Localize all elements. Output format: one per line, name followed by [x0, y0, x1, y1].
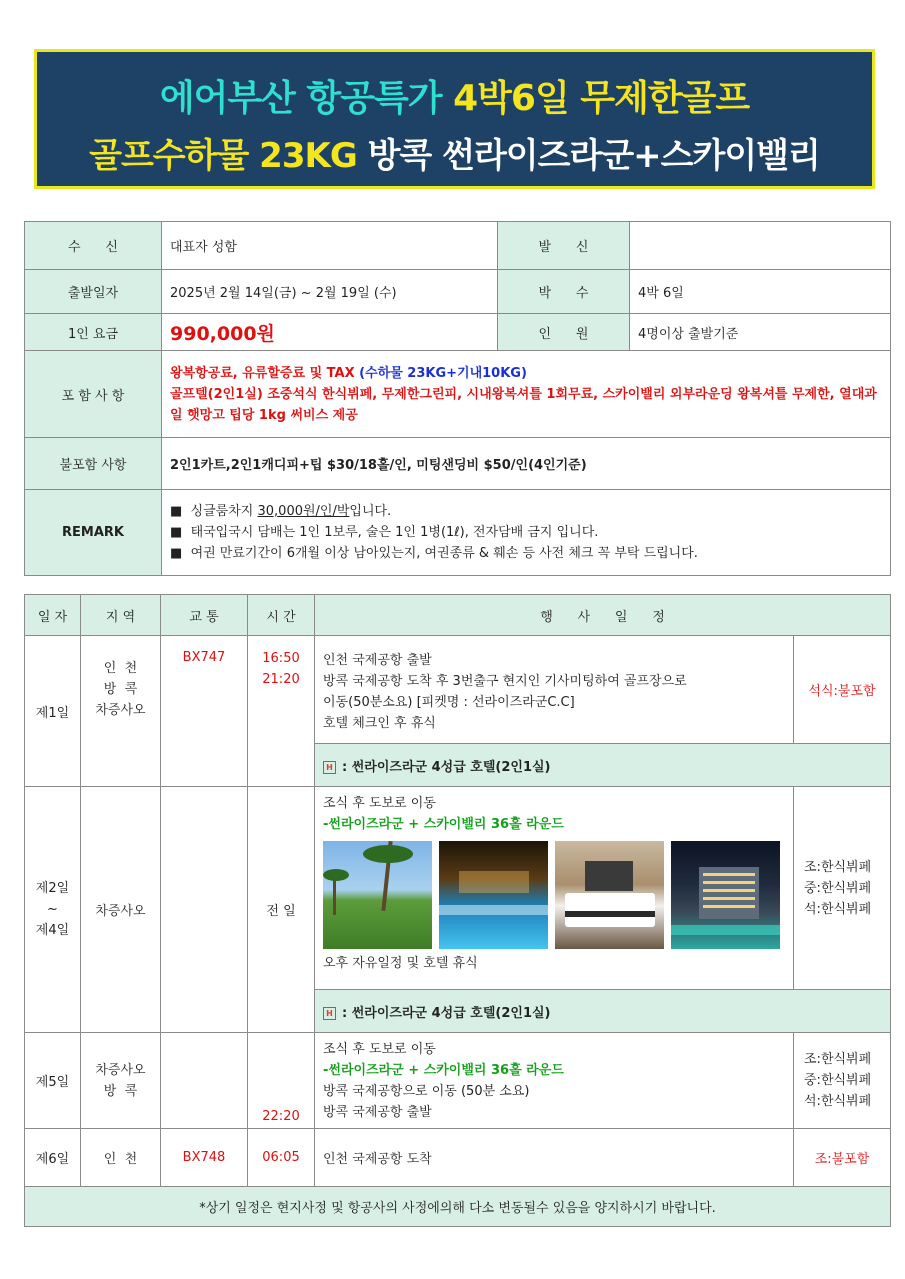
plan-line: 인천 국제공항 출발 — [323, 652, 432, 668]
recipient-value: 대표자 성함 — [162, 222, 498, 270]
plan-line: 호텔 체크인 후 휴식 — [323, 715, 436, 731]
plan-line: 방콕 국제공항으로 이동 (50분 소요) — [323, 1083, 530, 1099]
people-value: 4명이상 출발기준 — [630, 314, 891, 351]
day1-hotel — [315, 744, 891, 787]
hotel-icon: H — [323, 761, 336, 774]
banner-line-1 — [37, 70, 872, 121]
people-label: 인 원 — [498, 314, 630, 351]
recipient-label: 수 신 — [25, 222, 162, 270]
remark-text: 여권 만료기간이 6개월 이상 남아있는지, 여권종류 & 훼손 등 사전 체크 꼭 부탁 드립니다. — [190, 546, 698, 561]
day1-label: 제1일 — [25, 636, 81, 787]
bullet-icon: ■ — [170, 525, 183, 540]
meal-lunch: 중:한식뷔페 — [804, 1073, 872, 1088]
bullet-icon: ■ — [170, 546, 183, 561]
title-banner — [34, 49, 875, 189]
schedule-table — [24, 594, 891, 1227]
day2-4-meals — [794, 787, 891, 990]
hotel-name: : 썬라이즈라군 4성급 호텔(2인1실) — [342, 759, 551, 775]
sender-value — [630, 222, 891, 270]
day6-region: 인 천 — [81, 1129, 161, 1187]
arrival-time: 21:20 — [262, 672, 300, 687]
departure-value: 2025년 2월 14일(금) ~ 2월 19일 (수) — [162, 270, 498, 314]
schedule-disclaimer: *상기 일정은 현지사정 및 항공사의 사정에의해 다소 변동될수 있음을 양지하시기 바랍니다. — [25, 1187, 891, 1227]
included-label: 포 함 사 항 — [25, 351, 162, 438]
day6-plan: 인천 국제공항 도착 — [315, 1129, 794, 1187]
banner-destination-text: 방콕 썬라이즈라군+스카이밸리 — [367, 136, 820, 176]
day1-meal: 석식:불포함 — [794, 636, 891, 744]
hotel-room-photo — [555, 841, 664, 949]
included-airfare: 왕복항공료, 유류할증료 및 TAX — [170, 365, 355, 381]
day1-times — [248, 636, 315, 787]
region-line: 방 콕 — [103, 1083, 138, 1099]
day6-meal: 조:불포함 — [794, 1129, 891, 1187]
remark-item — [170, 522, 882, 543]
region-line: 인 천 — [103, 661, 138, 676]
bullet-icon: ■ — [170, 504, 183, 519]
remark-text: 입니다. — [349, 504, 392, 519]
banner-package-text: 4박6일 무제한골프 — [453, 78, 750, 119]
info-table — [24, 221, 891, 576]
plan-line: 방콕 국제공항 도착 후 3번출구 현지인 기사미팅하여 골프장으로 — [323, 673, 687, 689]
day5-label: 제5일 — [25, 1033, 81, 1129]
day2-4-label — [25, 787, 81, 1033]
day6-label: 제6일 — [25, 1129, 81, 1187]
included-services: 골프텔(2인1실) 조중석식 한식뷔페, 무제한그린피, 시내왕복셔틀 1회무료, 스카이밸리 외부라운딩 왕복셔틀 무제한, 열대과일 햇망고 팁당 1kg 써비스 제공 — [170, 386, 877, 423]
day2-4-hotel — [315, 990, 891, 1033]
remark-list — [162, 490, 891, 576]
remark-label: REMARK — [25, 490, 162, 576]
region-line: 방 콕 — [103, 682, 138, 697]
plan-line: 오후 자유일정 및 호텔 휴식 — [323, 956, 478, 971]
hotel-exterior-photo — [671, 841, 780, 949]
region-line: 차증사오 — [95, 1062, 146, 1078]
banner-airline-text: 에어부산 항공특가 — [159, 78, 442, 119]
day5-plan — [315, 1033, 794, 1129]
day6-time: 06:05 — [248, 1129, 315, 1187]
day-start: 제2일 — [35, 881, 70, 896]
price-label: 1인 요금 — [25, 314, 162, 351]
day2-4-plan — [315, 787, 794, 990]
plan-round: -썬라이즈라군 + 스카이밸리 36홀 라운드 — [323, 817, 564, 832]
day1-flight: BX747 — [161, 636, 248, 787]
day1-region — [81, 636, 161, 787]
day5-meals — [794, 1033, 891, 1129]
hotel-name: : 썬라이즈라군 4성급 호텔(2인1실) — [342, 1005, 551, 1021]
pool-photo — [439, 841, 548, 949]
day1-plan — [315, 636, 794, 744]
nights-label: 박 수 — [498, 270, 630, 314]
header-region: 지 역 — [81, 595, 161, 636]
included-value — [162, 351, 891, 438]
header-plan: 행 사 일 정 — [315, 595, 891, 636]
plan-line: 이동(50분소요) [피켓명 : 선라이즈라군C.C] — [323, 694, 575, 710]
departure-label: 출발일자 — [25, 270, 162, 314]
day5-region — [81, 1033, 161, 1129]
remark-text: 싱글룸차지 — [190, 504, 258, 519]
plan-line: 방콕 국제공항 출발 — [323, 1104, 432, 1120]
day5-transport — [161, 1033, 248, 1129]
region-line: 차증사오 — [95, 703, 146, 718]
header-day: 일 자 — [25, 595, 81, 636]
excluded-value: 2인1카트,2인1캐디피+팁 $30/18홀/인, 미팅샌딩비 $50/인(4인기준) — [162, 438, 891, 490]
day2-4-region: 차증사오 — [81, 787, 161, 1033]
banner-baggage-text: 골프수하물 23KG — [89, 136, 357, 176]
header-transport: 교 통 — [161, 595, 248, 636]
day-end: 제4일 — [35, 923, 70, 938]
remark-text: 태국입국시 담배는 1인 1보루, 술은 1인 1병(1ℓ), 전자담배 금지 입니다. — [190, 525, 599, 540]
day2-4-time: 전 일 — [248, 787, 315, 1033]
day6-flight: BX748 — [161, 1129, 248, 1187]
golf-course-photo — [323, 841, 432, 949]
remark-item — [170, 501, 882, 522]
nights-value: 4박 6일 — [630, 270, 891, 314]
banner-line-2 — [37, 128, 872, 177]
meal-dinner: 석:한식뷔페 — [804, 901, 872, 917]
meal-dinner: 석:한식뷔페 — [804, 1094, 872, 1109]
day2-4-transport — [161, 787, 248, 1033]
departure-time: 16:50 — [262, 651, 300, 666]
photo-strip — [323, 841, 785, 949]
plan-line: 조식 후 도보로 이동 — [323, 1041, 436, 1057]
included-baggage: (수하물 23KG+기내10KG) — [359, 365, 527, 381]
day-range-tilde: ~ — [47, 902, 58, 917]
plan-line: 조식 후 도보로 이동 — [323, 796, 436, 811]
excluded-label: 불포함 사항 — [25, 438, 162, 490]
meal-breakfast: 조:한식뷔페 — [804, 859, 872, 875]
remark-item — [170, 543, 882, 564]
hotel-icon: H — [323, 1007, 336, 1020]
single-charge: 30,000원/인/박 — [257, 504, 350, 519]
meal-lunch: 중:한식뷔페 — [804, 880, 872, 896]
day5-time: 22:20 — [248, 1033, 315, 1129]
header-time: 시 간 — [248, 595, 315, 636]
plan-round: -썬라이즈라군 + 스카이밸리 36홀 라운드 — [323, 1062, 564, 1078]
meal-breakfast: 조:한식뷔페 — [804, 1052, 872, 1067]
price-value: 990,000원 — [162, 314, 498, 351]
sender-label: 발 신 — [498, 222, 630, 270]
